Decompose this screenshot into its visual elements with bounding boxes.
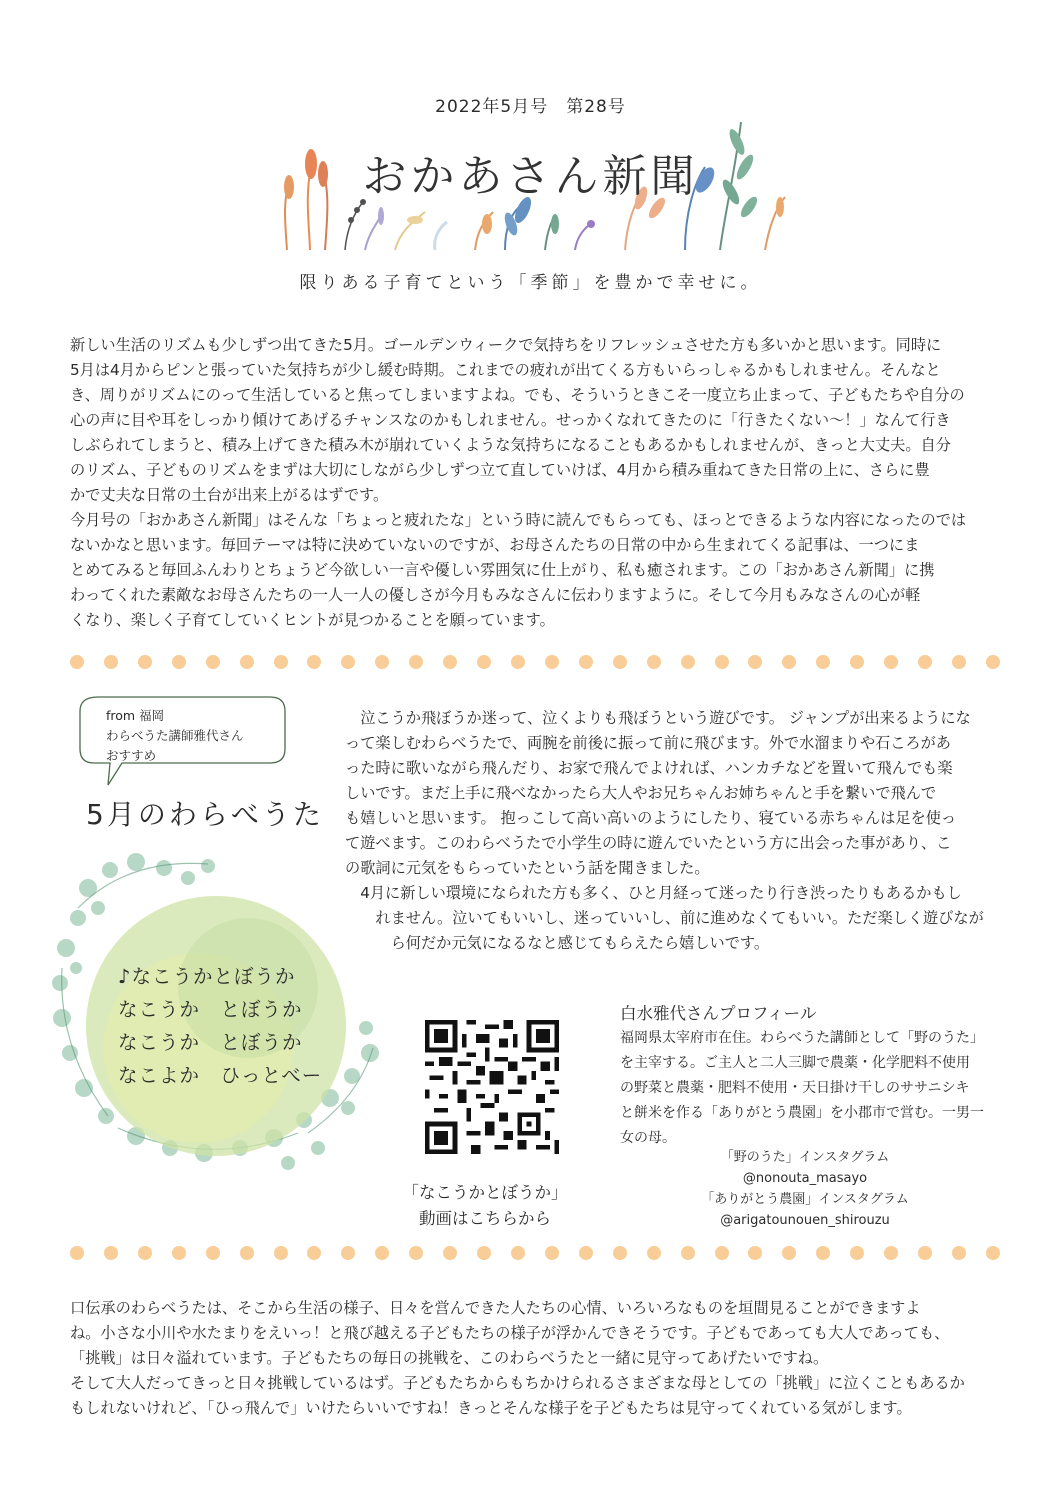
story-line: った時に歌いながら飛んだり、お家で飛んでよければ、ハンカチなどを置いて飛んでも楽 xyxy=(345,759,953,777)
story-paragraph xyxy=(345,706,1000,956)
bubble-line: わらべうた講師雅代さん xyxy=(106,728,244,743)
story-line: ら何だか元気になるなと感じてもらえたら嬉しいです。 xyxy=(345,934,770,952)
dotted-divider xyxy=(70,1246,1000,1260)
dotted-divider xyxy=(70,655,1000,669)
qr-caption xyxy=(385,1180,585,1232)
intro-line: しぶられてしまうと、積み上げてきた積み木が崩れていくような気持ちになることもあるかもしれませんが、きっと大丈夫。自分 xyxy=(70,436,951,454)
warabe-title: 5月のわらべうた xyxy=(86,798,324,831)
story-line: も嬉しいと思います。 抱っこして高い高いのようにしたり、寝ている赤ちゃんは足を使っ xyxy=(345,809,957,827)
profile-line: を主宰する。ご主人と二人三脚で農薬・化学肥料不使用 xyxy=(620,1055,970,1071)
story-line: 4月に新しい環境になられた方も多く、ひと月経って迷ったり行き渋ったりもあるかもし xyxy=(345,884,962,902)
profile-line: 福岡県太宰府市在住。わらべうた講師として「野のうた」 xyxy=(620,1030,984,1046)
issue-number: 2022年5月号 第28号 xyxy=(435,97,626,117)
intro-line: ないかなと思います。毎回テーマは特に決めていないのですが、お母さんたちの日常の中から生まれてくる記事は、一つにま xyxy=(70,536,920,554)
lyric-line: なこうか とぼうか xyxy=(118,998,303,1021)
story-line: て遊べます。このわらべうたで小学生の時に遊んでいたという方に出会った事があり、こ xyxy=(345,834,952,852)
lyric-line: ♪なこうかとぼうか xyxy=(118,965,296,988)
bubble-line: おすすめ xyxy=(106,748,157,763)
bubble-line: from 福岡 xyxy=(106,708,165,723)
story-line: しいです。まだ上手に飛べなかったら大人やお兄ちゃんお姉ちゃんと手を繋いで飛んで xyxy=(345,784,937,802)
intro-line: 心の声に目や耳をしっかり傾けてあげるチャンスなのかもしれません。せっかくなれてきたのに「行きたくない〜！」なんて行き xyxy=(70,411,951,429)
closing-line: 口伝承のわらべうたは、そこから生活の様子、日々を営んできた人たちの心情、いろいろなものを垣間見ることができますよ xyxy=(70,1299,921,1317)
closing-paragraph xyxy=(70,1296,1005,1421)
intro-line: 新しい生活のリズムも少しずつ出てきた5月。ゴールデンウィークで気持ちをリフレッシュさせた方も多いかと思います。同時に xyxy=(70,336,942,354)
intro-line: わってくれた素敵なお母さんたちの一人一人の優しさが今月もみなさんに伝わりますように。そして今月もみなさんの心が軽 xyxy=(70,586,921,604)
closing-line: 「挑戦」は日々溢れています。子どもたちの毎日の挑戦を、このわらべうたと一緒に見守ってあげたいですね。 xyxy=(70,1349,829,1367)
newspaper-title: おかあさん新聞 xyxy=(362,151,699,202)
story-line: 泣こうか飛ぼうか迷って、泣くよりも飛ぼうという遊びです。 ジャンプが出来るようにな xyxy=(345,709,971,727)
instagram-handle[interactable]: @arigatounouen_shirouzu xyxy=(720,1213,890,1228)
intro-line: 今月号の「おかあさん新聞」はそんな「ちょっと疲れたな」という時に読んでもらっても、ほっとできるような内容になったのでは xyxy=(70,511,967,529)
profile-line: 女の母。 xyxy=(620,1130,676,1146)
intro-line: き、周りがリズムにのって生活していると焦ってしまいますよね。でも、そういうときこそ一度立ち止まって、子どもたちや自分の xyxy=(70,386,965,404)
qr-code[interactable] xyxy=(425,1020,559,1154)
intro-line: かで丈夫な日常の土台が出来上がるはずです。 xyxy=(70,486,389,504)
story-line: れません。泣いてもいいし、迷っていいし、前に進めなくてもいい。ただ楽しく遊びなが xyxy=(345,909,984,927)
bubble-text xyxy=(106,706,244,766)
profile-title: 白水雅代さんプロフィール xyxy=(620,1004,817,1023)
tagline: 限りある子育てという「季節」を豊かで幸せに。 xyxy=(299,273,762,293)
closing-line: もしれないけれど、「ひっ飛んで」いけたらいいですね！きっとそんな様子を子どもたちは見守ってくれている気がします。 xyxy=(70,1399,912,1417)
instagram-info xyxy=(620,1147,990,1231)
instagram-handle[interactable]: @nonouta_masayo xyxy=(742,1171,868,1186)
qr-caption-line: 動画はこちらから xyxy=(419,1209,551,1228)
intro-line: のリズム、子どものリズムをまずは大切にしながら少しずつ立て直していけば、4月から積み重ねてきた日常の上に、さらに豊 xyxy=(70,461,930,479)
story-line: の歌詞に元気をもらっていたという話を聞きました。 xyxy=(345,859,710,877)
intro-line: とめてみると毎回ふんわりとちょうど今欲しい一言や優しい雰囲気に仕上がり、私も癒されます。この「おかあさん新聞」に携 xyxy=(70,561,935,579)
profile-text xyxy=(620,1026,990,1151)
story-line: って楽しむわらべうたで、両腕を前後に振って前に飛びます。外で水溜まりや石ころがあ xyxy=(345,734,951,752)
instagram-label: 「野のうた」インスタグラム xyxy=(720,1150,890,1165)
instagram-label: 「ありがとう農園」インスタグラム xyxy=(701,1192,909,1207)
lyric-line: なこよか ひっとべー xyxy=(118,1064,323,1087)
closing-line: そして大人だってきっと日々挑戦しているはず。子どもたちからもちかけられるさまざまな母としての「挑戦」に泣くこともあるか xyxy=(70,1374,965,1392)
lyric-line: なこうか とぼうか xyxy=(118,1031,303,1054)
qr-caption-line: 「なこうかとぼうか」 xyxy=(402,1183,568,1202)
intro-paragraph xyxy=(70,333,1000,633)
closing-line: ね。小さな小川や水たまりをえいっ！と飛び越える子どもたちの様子が浮かんできそうです。子どもであっても大人であっても、 xyxy=(70,1324,950,1342)
intro-line: 5月は4月からピンと張っていた気持ちが少し緩む時期。これまでの疲れが出てくる方もいらっしゃるかもしれません。そんなと xyxy=(70,361,941,379)
intro-line: くなり、楽しく子育てしていくヒントが見つかることを願っています。 xyxy=(70,611,555,629)
profile-line: の野菜と農薬・肥料不使用・天日掛け干しのササニシキ xyxy=(620,1080,970,1096)
profile-line: と餅米を作る「ありがとう農園」を小郡市で営む。一男一 xyxy=(620,1105,984,1121)
warabe-lyrics xyxy=(118,960,322,1092)
